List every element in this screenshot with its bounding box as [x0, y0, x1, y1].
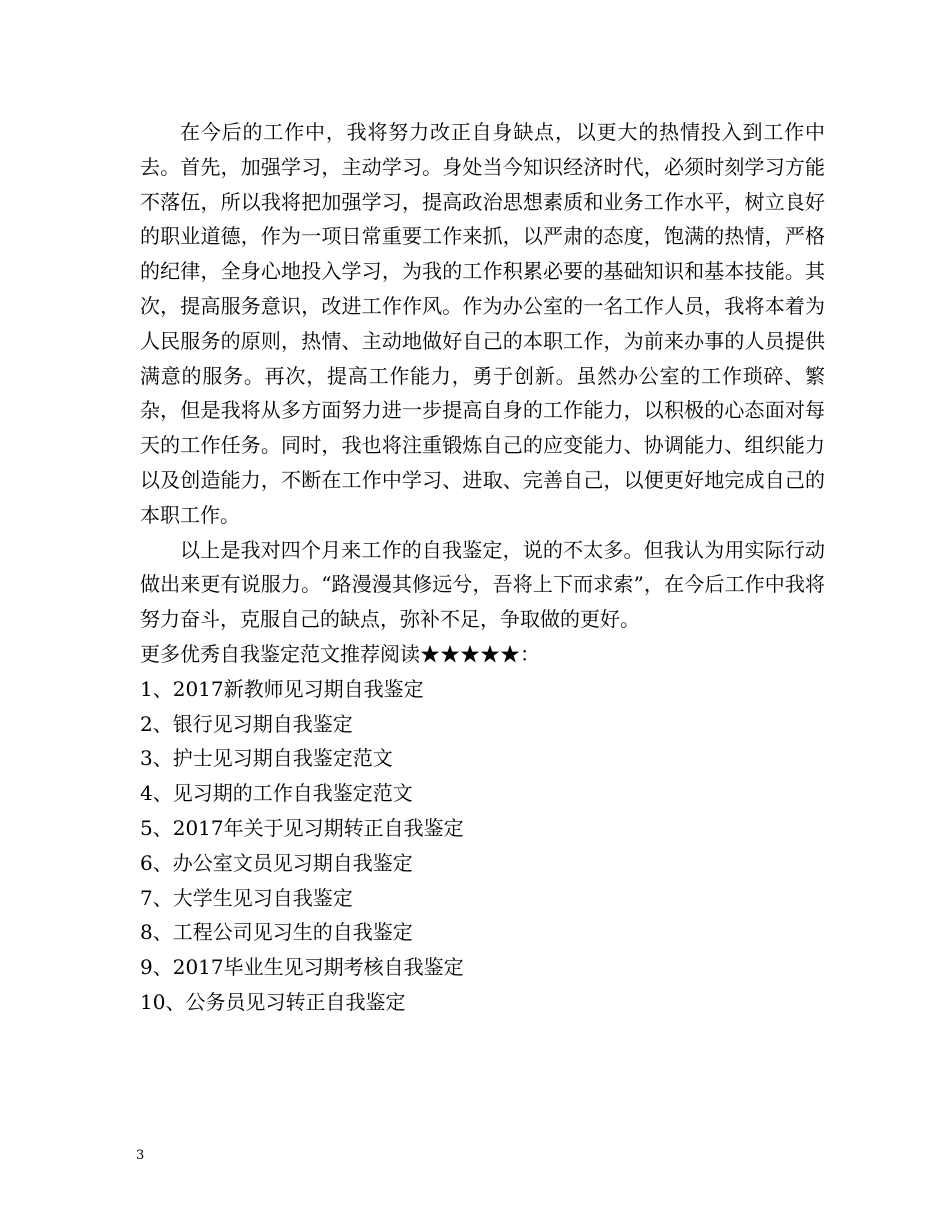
paragraph-work-plan: 在今后的工作中，我将努力改正自身缺点，以更大的热情投入到工作中去。首先，加强学习，主动学习。身处当今知识经济时代，必须时刻学习方能不落伍，所以我将把加强学习，提高政治思想素质和业务工作水平，树立良好的职业道德，作为一项日常重要工作来抓，以严肃的态度，饱满的热情，严格的纪律，全身心地投入学习，为我的工作积累必要的基础知识和基本技能。其次，提高服务意识，改进工作作风。作为办公室的一名工作人员，我将本着为人民服务的原则，热情、主动地做好自己的本职工作，为前来办事的人员提供满意的服务。再次，提高工作能力，勇于创新。虽然办公室的工作琐碎、繁杂，但是我将从多方面努力进一步提高自身的工作能力，以积极的心态面对每天的工作任务。同时，我也将注重锻炼自己的应变能力、协调能力、组织能力以及创造能力，不断在工作中学习、进取、完善自己，以便更好地完成自己的本职工作。 [140, 120, 825, 527]
list-item: 8、工程公司见习生的自我鉴定 [140, 920, 413, 945]
list-item: 5、2017年关于见习期转正自我鉴定 [140, 815, 464, 840]
list-item: 7、大学生见习自我鉴定 [140, 885, 353, 910]
recommend-list [140, 672, 825, 1020]
list-item: 4、见习期的工作自我鉴定范文 [140, 781, 413, 806]
list-item: 9、2017毕业生见习期考核自我鉴定 [140, 955, 464, 980]
list-item: 10、公务员见习转正自我鉴定 [140, 989, 406, 1014]
document-body [140, 115, 825, 1020]
list-item: 3、护士见习期自我鉴定范文 [140, 746, 393, 771]
list-item: 2、银行见习期自我鉴定 [140, 711, 353, 736]
page-number: 3 [136, 1148, 145, 1163]
recommend-heading: 更多优秀自我鉴定范文推荐阅读★★★★★： [140, 641, 540, 666]
list-item: 1、2017新教师见习期自我鉴定 [140, 676, 424, 701]
paragraph-conclusion: 以上是我对四个月来工作的自我鉴定，说的不太多。但我认为用实际行动做出来更有说服力。“路漫漫其修远兮，吾将上下而求索”，在今后工作中我将努力奋斗，克服自己的缺点，弥补不足，争取做的更好。 [140, 537, 825, 632]
list-item: 6、办公室文员见习期自我鉴定 [140, 850, 413, 875]
